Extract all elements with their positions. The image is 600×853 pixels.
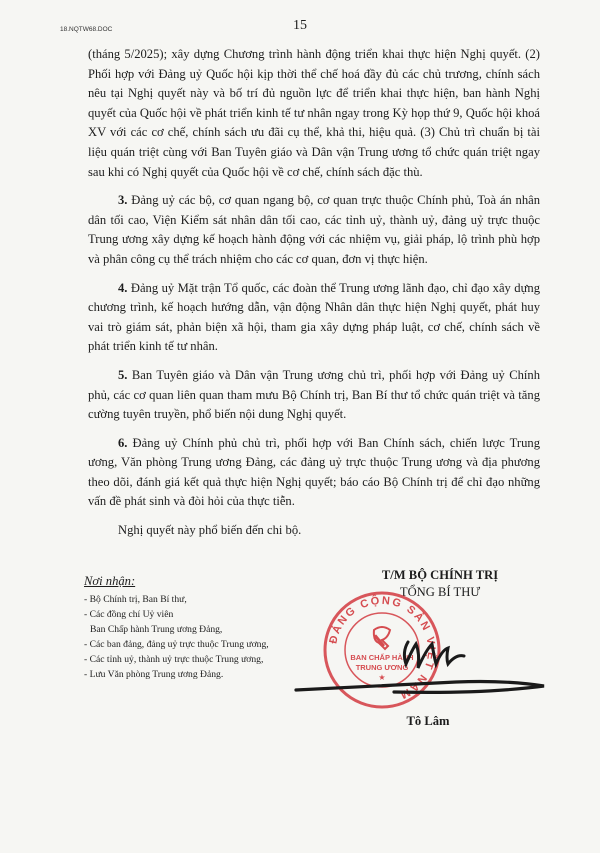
item-text: Ban Tuyên giáo và Dân vận Trung ương chủ trì, phối hợp với Đảng uỷ Chính phủ, các cơ quan liên quan tham mưu Bộ Chính trị, Ban Bí thư tổ chức quán triệt và tăng cường tuyên truyền, phổ biến nội dung Nghị quyết. — [88, 367, 540, 422]
recipient-line: - Các đồng chí Uỷ viên — [84, 609, 174, 620]
seal-ring-text: ĐẢNG CỘNG SẢN VIỆT NAM — [327, 594, 438, 702]
recipient-line: - Bộ Chính trị, Ban Bí thư, — [84, 594, 187, 605]
paragraph-item-6 — [88, 434, 540, 512]
recipient-line: - Các tỉnh uỷ, thành uỷ trực thuộc Trung ương, — [84, 654, 264, 665]
paragraph-item-3 — [88, 191, 540, 269]
seal-center-line-1: BAN CHẤP HÀNH — [350, 653, 414, 662]
paragraph-item-4 — [88, 279, 540, 357]
recipients-title: Nơi nhận: — [84, 574, 136, 588]
svg-text:★: ★ — [378, 673, 386, 682]
signer-name: Tô Lâm — [406, 714, 450, 728]
item-number: 4. — [118, 280, 128, 295]
file-code: 18.NQTW68.DOC — [60, 26, 113, 33]
item-text: Đảng uỷ Chính phủ chủ trì, phối hợp với Ban Chính sách, chiến lược Trung ương, Văn phòng Trung ương Đảng, các đảng uỷ trực thuộc Trung ương và địa phương theo dõi, đánh giá kết quả thực hiện Nghị quyết; báo cáo Bộ Chính trị để chỉ đạo những vấn đề phát sinh và đòi hỏi của thực tiễn. — [88, 435, 540, 509]
item-number: 5. — [118, 367, 128, 382]
handwritten-signature-icon — [290, 620, 550, 710]
paragraph-closing: Nghị quyết này phổ biến đến chi bộ. — [118, 523, 302, 538]
page-number: 15 — [293, 18, 307, 33]
recipient-line: - Lưu Văn phòng Trung ương Đảng. — [84, 669, 224, 680]
item-number: 6. — [118, 435, 128, 450]
paragraph-continued: (tháng 5/2025); xây dựng Chương trình hành động triển khai thực hiện Nghị quyết. (2) Phối hợp với Đảng uỷ Quốc hội kịp thời thể chế hoá đầy đủ các chủ trương, chính sách nêu tại Nghị quyết này và bố trí đủ nguồn lực để triển khai thực hiện, ban hành Nghị quyết của Quốc hội về phát triển kinh tế tư nhân ngay trong Kỳ họp thứ 9, Quốc hội khoá XV với các cơ chế, chính sách ưu đãi cụ thể, khả thi, hiệu quả. (3) Chủ trì chuẩn bị tài liệu quán triệt cùng với Ban Tuyên giáo và Dân vận Trung ương tổ chức quán triệt ngay sau khi có Nghị quyết của Quốc hội về cơ chế, chính sách đặc thù. — [88, 47, 540, 179]
document-body — [88, 45, 540, 550]
item-text: Đảng uỷ các bộ, cơ quan ngang bộ, cơ quan trực thuộc Chính phủ, Toà án nhân dân tối cao, Viện Kiểm sát nhân dân tối cao, các tỉnh uỷ, thành uỷ, đảng uỷ trực thuộc Trung ương xây dựng kế hoạch hành động với các nhiệm vụ, giải pháp, lộ trình phù hợp và phân công cụ thể trách nhiệm cho các cơ quan, đơn vị thực hiện. — [88, 193, 540, 266]
recipient-line: Ban Chấp hành Trung ương Đảng, — [90, 624, 223, 635]
seal-center-line-2: TRUNG ƯƠNG — [355, 663, 409, 672]
item-number: 3. — [118, 193, 128, 208]
paragraph-item-5 — [88, 366, 540, 425]
recipient-line: - Các ban đảng, đảng uỷ trực thuộc Trung ương, — [84, 639, 269, 650]
item-text: Đảng uỷ Mặt trận Tổ quốc, các đoàn thể Trung ương lãnh đạo, chỉ đạo xây dựng chương trình, kế hoạch hướng dẫn, vận động Nhân dân thực hiện Nghị quyết, phát huy vai trò giám sát, phản biện xã hội, tham gia xây dựng pháp luật, cơ chế, chính sách về phát triển kinh tế tư nhân. — [88, 280, 540, 354]
signer-organization: T/M BỘ CHÍNH TRỊ — [381, 568, 499, 582]
signer-title: TỔNG BÍ THƯ — [399, 585, 481, 599]
